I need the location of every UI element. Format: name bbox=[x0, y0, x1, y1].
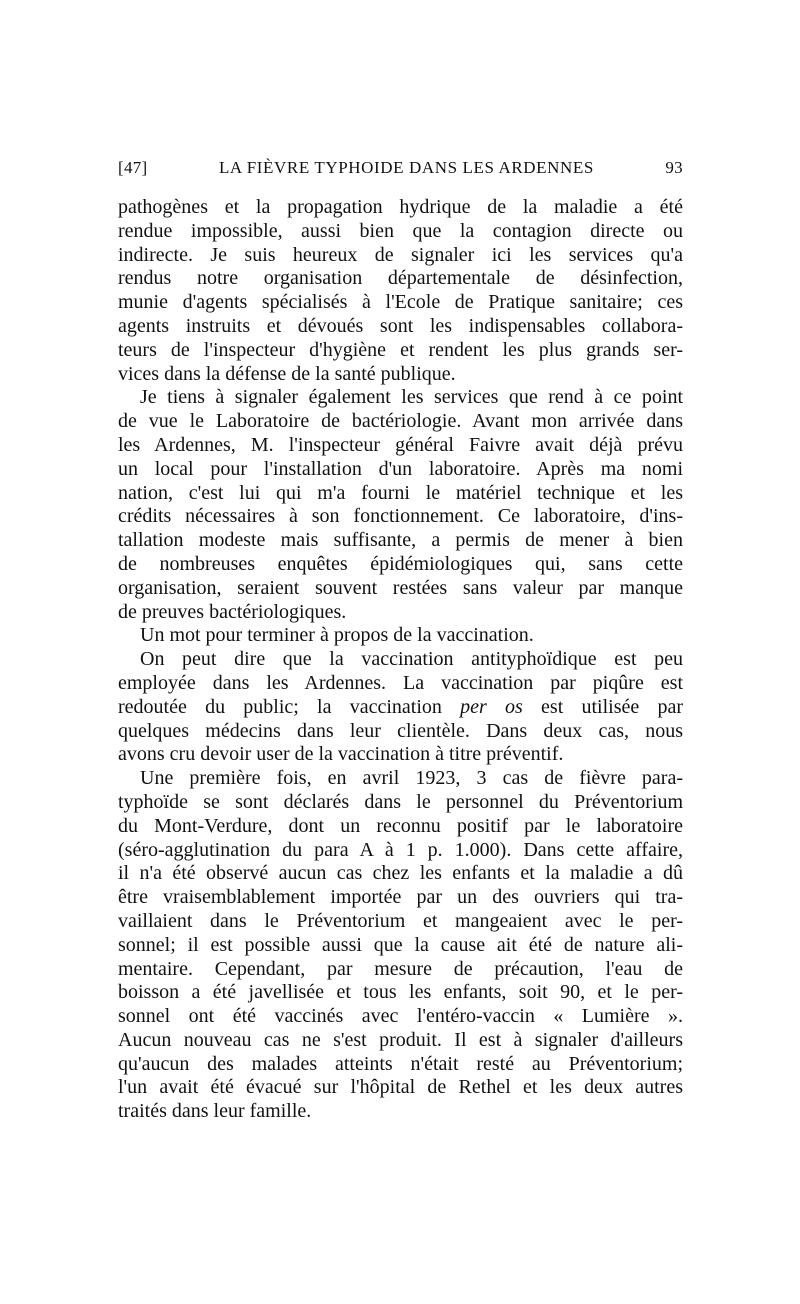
text-line-mixed bbox=[118, 696, 683, 720]
chapter-number: [47] bbox=[118, 158, 148, 177]
italic-phrase: per os bbox=[460, 695, 523, 718]
text-line: mentaire. Cependant, par mesure de précaution, l'eau de bbox=[118, 957, 683, 980]
text-line: les Ardennes, M. l'inspecteur général Faivre avait déjà prévu bbox=[118, 433, 683, 456]
text-line: traités dans leur famille. bbox=[118, 1100, 312, 1123]
text-line: typhoïde se sont déclarés dans le personnel du Préventorium bbox=[118, 790, 683, 813]
text-line: Un mot pour terminer à propos de la vaccination. bbox=[140, 624, 534, 647]
text-line: de vue le Laboratoire de bactériologie. Avant mon arrivée dans bbox=[118, 410, 683, 433]
text-line: organisation, seraient souvent restées sans valeur par manque bbox=[118, 576, 683, 599]
text-line: un local pour l'installation d'un laboratoire. Après ma nomi bbox=[118, 457, 683, 480]
text-line: vices dans la défense de la santé publique. bbox=[118, 362, 456, 385]
text-line: indirecte. Je suis heureux de signaler ici les services qu'a bbox=[118, 243, 683, 266]
text-line: teurs de l'inspecteur d'hygiène et rendent les plus grands ser- bbox=[118, 338, 683, 361]
text-line: tallation modeste mais suffisante, a permis de mener à bien bbox=[118, 529, 683, 552]
text-line: agents instruits et dévoués sont les indispensables collabora- bbox=[118, 314, 683, 337]
text-line: quelques médecins dans leur clientèle. Dans deux cas, nous bbox=[118, 719, 683, 742]
text-line: boisson a été javellisée et tous les enfants, soit 90, et le per- bbox=[118, 981, 683, 1004]
text-segment: redoutée du public; la vaccination bbox=[118, 695, 442, 718]
text-line: crédits nécessaires à son fonctionnement. Ce laboratoire, d'ins- bbox=[118, 505, 683, 528]
text-line: avons cru devoir user de la vaccination à titre préventif. bbox=[118, 743, 564, 766]
text-line: vaillaient dans le Préventorium et mangeaient avec le per- bbox=[118, 909, 683, 932]
text-line: qu'aucun des malades atteints n'était resté au Préventorium; bbox=[118, 1052, 683, 1075]
text-line: On peut dire que la vaccination antityphoïdique est peu bbox=[140, 648, 683, 671]
body-text bbox=[118, 196, 683, 1124]
text-line: Je tiens à signaler également les services que rend à ce point bbox=[140, 386, 683, 409]
text-line: rendus notre organisation départementale de désinfection, bbox=[118, 267, 683, 290]
running-head bbox=[118, 158, 683, 184]
text-line: employée dans les Ardennes. La vaccination par piqûre est bbox=[118, 671, 683, 694]
text-line: l'un avait été évacué sur l'hôpital de Rethel et les deux autres bbox=[118, 1076, 683, 1099]
text-line: de preuves bactériologiques. bbox=[118, 600, 347, 623]
text-line: sonnel; il est possible aussi que la cause ait été de nature ali- bbox=[118, 933, 683, 956]
text-line: être vraisemblablement importée par un des ouvriers qui tra- bbox=[118, 886, 683, 909]
text-line: sonnel ont été vaccinés avec l'entéro-vaccin « Lumière ». bbox=[118, 1005, 683, 1028]
text-line: Aucun nouveau cas ne s'est produit. Il est à signaler d'ailleurs bbox=[118, 1028, 683, 1051]
text-line: Une première fois, en avril 1923, 3 cas de fièvre para- bbox=[140, 767, 683, 790]
running-title: LA FIÈVRE TYPHOIDE DANS LES ARDENNES bbox=[218, 158, 594, 177]
text-line: pathogènes et la propagation hydrique de la maladie a été bbox=[118, 196, 683, 218]
text-line: du Mont-Verdure, dont un reconnu positif par le laboratoire bbox=[118, 814, 683, 837]
text-line: il n'a été observé aucun cas chez les enfants et la maladie a dû bbox=[118, 862, 683, 885]
text-line: rendue impossible, aussi bien que la contagion directe ou bbox=[118, 219, 683, 242]
text-segment: est utilisée par bbox=[541, 695, 684, 718]
text-line: (séro-agglutination du para A à 1 p. 1.000). Dans cette affaire, bbox=[118, 838, 683, 861]
text-line: munie d'agents spécialisés à l'Ecole de Pratique sanitaire; ces bbox=[118, 291, 683, 314]
text-line: de nombreuses enquêtes épidémiologiques qui, sans cette bbox=[118, 552, 683, 575]
text-line: nation, c'est lui qui m'a fourni le matériel technique et les bbox=[118, 481, 683, 504]
book-page bbox=[118, 158, 683, 1124]
page-number: 93 bbox=[665, 158, 683, 177]
